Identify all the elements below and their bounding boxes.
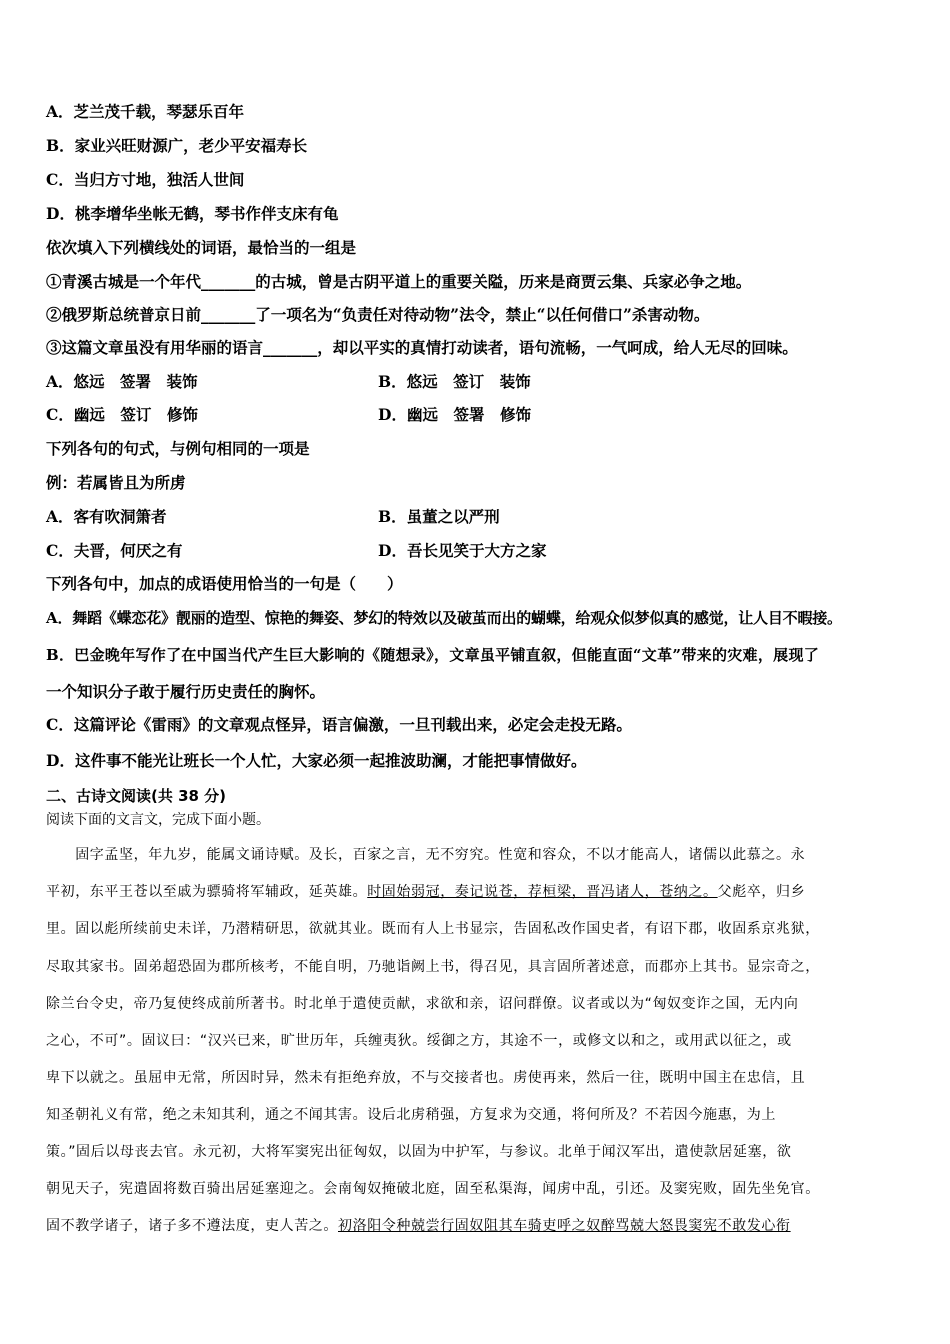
q1-option-a[interactable]: A．芝兰茂千载，琴瑟乐百年	[46, 102, 245, 121]
passage-line-5: 除兰台令史，帝乃复使终成前所著书。时北单于遣使贡献，求欲和亲，诏问群僚。议者或以为“匈奴变诈之国，无内向	[46, 996, 799, 1012]
q4-option-c[interactable]: C．这篇评论《雷雨》的文章观点怪异，语言偏激，一旦刊载出来，必定会走投无路。	[46, 715, 632, 734]
passage-line-11: 固不教学诸子，诸子多不遵法度，吏人苦之。初洛阳令种兢尝行固奴阻其车骑吏呼之奴醉骂兢大怒畏窦宪不敢发心衔	[46, 1218, 791, 1234]
q2-option-c[interactable]: C．幽远 签订 修饰	[46, 405, 198, 424]
q3-option-c[interactable]: C．夫晋，何厌之有	[46, 541, 183, 560]
passage-line-10: 朝见天子，宪遣固将数百骑出居延塞迎之。会南匈奴掩破北庭，固至私渠海，闻虏中乱，引还。及窦宪败，固先坐免官。	[46, 1181, 820, 1197]
passage-underlined-sentence-2: 初洛阳令种兢尝行固奴阻其车骑吏呼之奴醉骂兢大怒畏窦宪不敢发心衔	[338, 1218, 791, 1234]
q1-option-b-text: 家业兴旺财源广，老少平安福寿长	[74, 136, 308, 155]
passage-line-8: 知圣朝礼义有常，绝之未知其利，通之不闻其害。设后北虏稍强，方复求为交通，将何所及？不若因今施惠，为上	[46, 1107, 776, 1123]
q1-option-a-text: 芝兰茂千载，琴瑟乐百年	[73, 102, 245, 121]
passage-line-9: 策。”固后以母丧去官。永元初，大将军窦宪出征匈奴，以固为中护军，与参议。北单于闻汉军出，遣使款居延塞，欲	[46, 1144, 792, 1160]
passage-line-1: 固字孟坚，年九岁，能属文诵诗赋。及长，百家之言，无不穷究。性宽和容众，不以才能高人，诸儒以此慕之。永	[46, 847, 806, 863]
q3-example: 例：若属皆且为所虏	[46, 473, 186, 492]
q2-sentence-1: ①青溪古城是一个年代_______的古城，曾是古阴平道上的重要关隘，历来是商贾云集、兵家必争之地。	[46, 272, 752, 291]
passage-line-6: 之心，不可”。固议曰：“汉兴已来，旷世历年，兵缠夷狄。绥御之方，其途不一，或修文以和之，或用武以征之，或	[46, 1033, 792, 1049]
q1-option-c-text: 当归方寸地，独活人世间	[73, 170, 245, 189]
section-2-instruction: 阅读下面的文言文，完成下面小题。	[46, 812, 270, 828]
q3-option-d[interactable]: D．吾长见笑于大方之家	[378, 541, 547, 560]
q2-stem: 依次填入下列横线处的词语，最恰当的一组是	[46, 238, 357, 257]
q2-option-b[interactable]: B．悠远 签订 装饰	[378, 372, 531, 391]
q1-option-d-text: 桃李增华坐帐无鹤，琴书作伴支床有龟	[74, 204, 339, 223]
q2-option-d[interactable]: D．幽远 签署 修饰	[378, 405, 531, 424]
passage-line-4: 尽取其家书。固弟超恐固为郡所核考，不能自明，乃驰诣阙上书，得召见，具言固所著述意，而郡亦上其书。显宗奇之，	[46, 959, 820, 975]
q1-option-c[interactable]: C．当归方寸地，独活人世间	[46, 170, 245, 189]
passage-line-2: 平初，东平王苍以至戚为骠骑将军辅政，延英雄。时固始弱冠，奏记说苍，荐桓梁，晋冯诸人，苍纳之。父彪卒，归乡	[46, 884, 806, 900]
q4-option-d[interactable]: D．这件事不能光让班长一个人忙，大家必须一起推波助澜，才能把事情做好。	[46, 751, 587, 770]
q3-option-b[interactable]: B．虽董之以严刑	[378, 507, 500, 526]
q2-option-a[interactable]: A．悠远 签署 装饰	[46, 372, 198, 391]
passage-underlined-sentence-1: 时固始弱冠，奏记说苍，荐桓梁，晋冯诸人，苍纳之。	[367, 884, 718, 900]
section-2-title: 二、古诗文阅读(共 38 分)	[46, 787, 227, 805]
passage-line-3: 里。固以彪所续前史未详，乃潜精研思，欲就其业。既而有人上书显宗，告固私改作国史者，有诏下郡，收固系京兆狱，	[46, 921, 820, 937]
q4-option-b[interactable]: B．巴金晚年写作了在中国当代产生巨大影响的《随想录》，文章虽平铺直叙，但能直面“文革”带来的灾难，展现了	[46, 646, 820, 664]
q2-sentence-3: ③这篇文章虽没有用华丽的语言_______，却以平实的真情打动读者，语句流畅，一气呵成，给人无尽的回味。	[46, 338, 798, 357]
q4-stem: 下列各句中，加点的成语使用恰当的一句是（ ）	[46, 574, 403, 593]
q4-option-a[interactable]: A．舞蹈《蝶恋花》靓丽的造型、惊艳的舞姿、梦幻的特效以及破茧而出的蝴蝶，给观众似梦似真的感觉，让人目不暇接。	[46, 609, 842, 627]
q3-option-a[interactable]: A．客有吹洞箫者	[46, 507, 167, 526]
q2-sentence-2: ②俄罗斯总统普京日前_______了一项名为“负责任对待动物”法令，禁止“以任何借口”杀害动物。	[46, 305, 710, 324]
passage-line-7: 卑下以就之。虽屈申无常，所因时异，然未有拒绝弃放，不与交接者也。虏使再来，然后一往，既明中国主在忠信，且	[46, 1070, 806, 1086]
q3-stem: 下列各句的句式，与例句相同的一项是	[46, 439, 310, 458]
q1-option-d[interactable]: D．桃李增华坐帐无鹤，琴书作伴支床有龟	[46, 204, 339, 223]
q4-option-b-continued: 一个知识分子敢于履行历史责任的胸怀。	[46, 682, 326, 701]
q1-option-b[interactable]: B．家业兴旺财源广，老少平安福寿长	[46, 136, 308, 155]
